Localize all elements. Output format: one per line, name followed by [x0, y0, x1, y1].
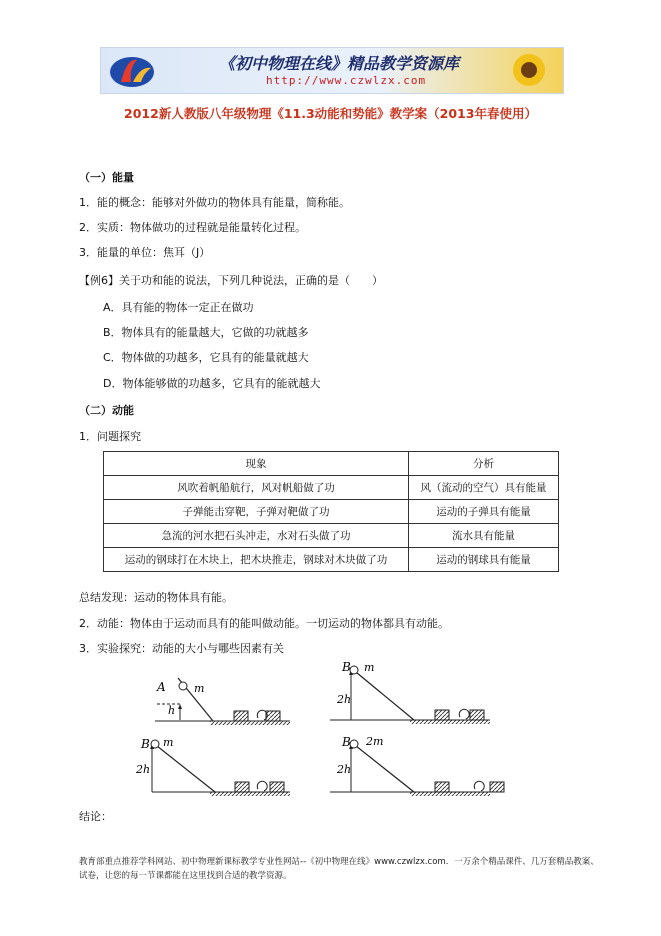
label-2m: 2m	[366, 735, 384, 748]
table-row	[104, 548, 559, 572]
label-h: h	[168, 704, 176, 717]
option-c: C．物体做的功越多，它具有的能量就越大	[103, 351, 309, 364]
experiment-figure	[130, 658, 540, 798]
label-m: m	[194, 682, 205, 695]
option-b: B．物体具有的能量越大，它做的功就越多	[103, 326, 309, 339]
section1-heading: （一）能量	[79, 171, 134, 184]
diagram-b-m-2h-top	[330, 660, 490, 724]
table-cell: 运动的子弹具有能量	[409, 500, 559, 524]
kinetic-definition: 2．动能：物体由于运动而具有的能叫做动能。一切运动的物体都具有动能。	[79, 617, 449, 630]
energy-essence: 2．实质：物体做功的过程就是能量转化过程。	[79, 221, 306, 234]
label-a: A	[157, 680, 166, 694]
diagram-b-2m-2h	[330, 735, 504, 796]
conclusion-label: 结论：	[79, 810, 112, 823]
energy-concept: 1．能的概念：能够对外做功的物体具有能量，简称能。	[79, 196, 350, 209]
footer-note: 教育部重点推荐学科网站、初中物理新课标教学专业性网站--《初中物理在线》www.czwlzx.com．一万余个精品课件、几万套精品教案、试卷，让您的每一节课都能在这里找到合适的教学资源。	[79, 857, 599, 881]
section2-heading: （二）动能	[79, 404, 134, 417]
table-row	[104, 476, 559, 500]
label-m: m	[163, 736, 174, 749]
page-title: 2012新人教版八年级物理《11.3动能和势能》教学案（2013年春使用）	[124, 106, 537, 121]
example-text: 关于功和能的说法，下列几种说法，正确的是（ ）	[119, 274, 383, 287]
site-logo	[107, 52, 157, 90]
table-header: 分析	[409, 452, 559, 476]
table-cell: 风吹着帆船航行，风对帆船做了功	[104, 476, 409, 500]
header-banner	[100, 47, 564, 94]
label-2h: 2h	[136, 763, 151, 776]
banner-title: 《初中物理在线》精品教学资源库	[219, 54, 460, 73]
table-cell: 运动的钢球具有能量	[409, 548, 559, 572]
example-tag: 【例6】	[79, 274, 119, 287]
summary: 总结发现：运动的物体具有能。	[79, 591, 233, 604]
label-2h: 2h	[337, 763, 352, 776]
diagram-a-m-h	[155, 678, 290, 725]
label-b: B	[342, 735, 351, 749]
problem-explore: 1．问题探究	[79, 430, 141, 443]
banner-url[interactable]: http://www.czwlzx.com	[266, 74, 427, 87]
experiment-title: 3．实验探究：动能的大小与哪些因素有关	[79, 642, 284, 655]
label-2h: 2h	[337, 693, 352, 706]
table-cell: 风（流动的空气）具有能量	[409, 476, 559, 500]
table-row	[104, 500, 559, 524]
table-cell: 子弹能击穿靶，子弹对靶做了功	[104, 500, 409, 524]
label-m: m	[364, 661, 375, 674]
diagram-b-m-2h-bottom	[135, 736, 290, 796]
sunflower-icon	[499, 50, 559, 90]
example-question	[79, 274, 383, 288]
table-cell: 急流的河水把石头冲走，水对石头做了功	[104, 524, 409, 548]
label-b: B	[141, 737, 150, 751]
table-cell: 运动的钢球打在木块上，把木块推走，钢球对木块做了功	[104, 548, 409, 572]
table-header-row	[104, 452, 559, 476]
option-a: A．具有能的物体一定正在做功	[103, 301, 254, 314]
table-header: 现象	[104, 452, 409, 476]
table-row	[104, 524, 559, 548]
label-b: B	[342, 660, 351, 674]
option-d: D．物体能够做的功越多，它具有的能就越大	[103, 377, 321, 390]
table-cell: 流水具有能量	[409, 524, 559, 548]
energy-unit: 3．能量的单位：焦耳（J）	[79, 246, 211, 259]
phenomenon-table	[103, 451, 559, 572]
